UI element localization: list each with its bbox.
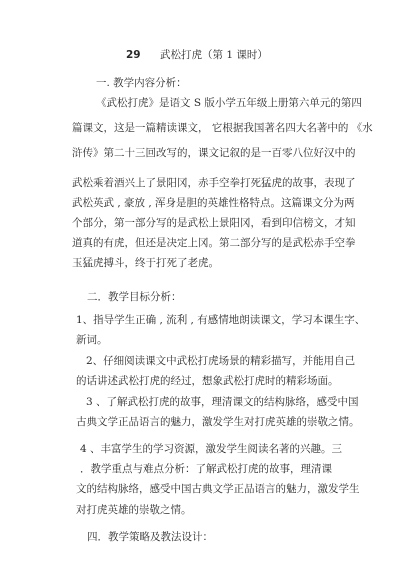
list-item: 新词。 (76, 334, 108, 346)
paragraph-line: 浒传》第二十三回改写的，课文记叙的是一百零八位好汉中的 (72, 147, 356, 159)
paragraph-line: 武松英武 , 豪放 , 浑身是胆的英雄性格特点。这篇课文分为两 (72, 197, 355, 209)
paragraph-line: 《武松打虎》是语文 S 版小学五年级上册第六单元的第四 (96, 97, 362, 109)
page-title: 武松打虎（第 1 课时） (160, 49, 268, 61)
list-item: ．教学重点与难点分析：了解武松打虎的故事，理清课 (80, 463, 332, 475)
section-heading-content: 一. 教学内容分析： (96, 77, 187, 89)
paragraph-line: 道真的有虎，但还是决定上冈。第二部分写的是武松赤手空拳 (72, 237, 356, 249)
list-item: 古典文学正品语言的魅力，激发学生对打虎英雄的崇敬之情。 (76, 416, 360, 428)
paragraph-line: 篇课文，这是一篇精读课文， 它根据我国著名四大名著中的 《水 (72, 122, 373, 134)
list-item: 文的结构脉络，感受中国古典文学正品语言的魅力，激发学生 (76, 483, 360, 495)
list-item: 3 、了解武松打虎的故事，理清课文的结构脉络，感受中国 (86, 396, 359, 408)
list-item: 对打虎英雄的崇敬之情。 (76, 504, 192, 516)
paragraph-line: 玉猛虎搏斗，终于打死了老虎。 (72, 257, 219, 269)
list-item: 的话讲述武松打虎的经过，想象武松打虎时的精彩场面。 (76, 375, 339, 387)
list-item: 4 、丰富学生的学习资源，激发学生阅读名著的兴趣。三 (80, 443, 343, 455)
lesson-number: 29 (126, 49, 141, 61)
section-heading-goals: 二．教学目标分析： (87, 291, 182, 303)
section-heading-strategy: 四．教学策略及教法设计： (87, 531, 213, 543)
paragraph-line: 武松乘着酒兴上了景阳冈，赤手空拳打死猛虎的故事，表现了 (72, 177, 356, 189)
list-item: 1、指导学生正确 , 流利 , 有感情地朗读课文，学习本课生字、 (76, 314, 366, 326)
list-item: 2、仔细阅读课文中武松打虎场景的精彩描写，并能用自己 (86, 355, 356, 367)
paragraph-line: 个部分，第一部分写的是武松上景阳冈，看到印信榜文，才知 (72, 217, 356, 229)
